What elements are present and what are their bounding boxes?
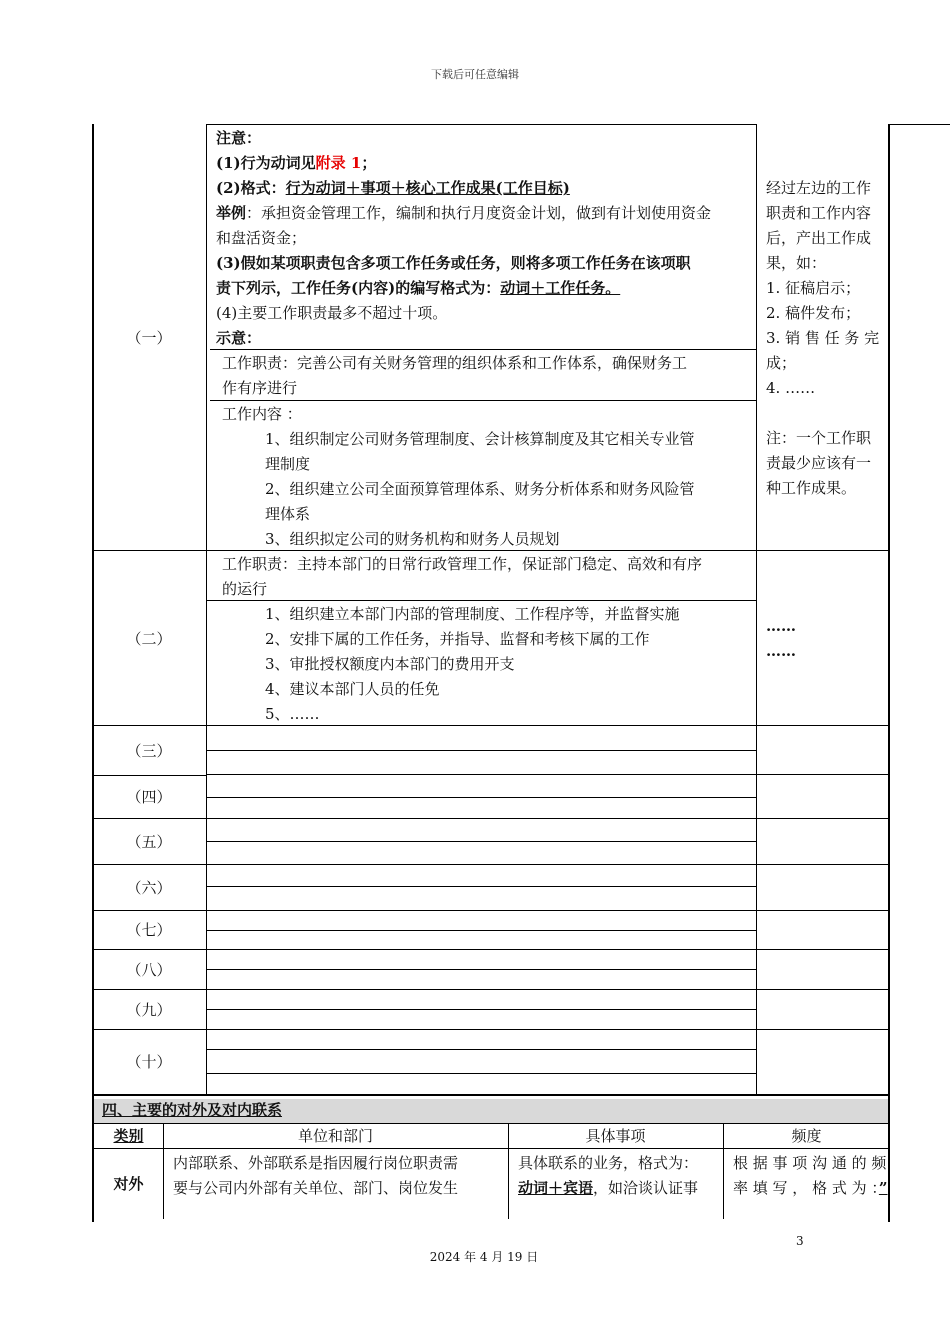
result-line: 后，产出工作成 bbox=[766, 229, 872, 247]
matter-format: 动词＋宾语 bbox=[518, 1179, 594, 1197]
row2-result: …… bbox=[766, 642, 796, 660]
col-freq-header: 频度 bbox=[791, 1127, 822, 1145]
result-line: 注：一个工作职 bbox=[766, 429, 872, 447]
row2-inner-line bbox=[206, 600, 756, 601]
matter-desc-line-1: 具体联系的业务，格式为： bbox=[518, 1154, 699, 1172]
illustration-label: 示意： bbox=[216, 329, 262, 347]
row2-duty-line-2: 的运行 bbox=[222, 580, 268, 598]
row2-task: 4、建议本部门人员的任免 bbox=[265, 680, 440, 698]
footer-date: 2024 年 4 月 19 日 bbox=[429, 1250, 539, 1264]
grid-line bbox=[206, 841, 756, 842]
result-line: 经过左边的工作 bbox=[766, 179, 872, 197]
page-header: 下载后可任意编辑 bbox=[431, 68, 519, 81]
freq-desc-line-1: 根 据 事 项 沟 通 的 频 bbox=[733, 1154, 887, 1172]
content-item: 3、组织拟定公司的财务机构和财务人员规划 bbox=[265, 530, 560, 548]
row2-task: 5、…… bbox=[265, 705, 320, 723]
note-item-3-text: 责下列示，工作任务(内容)的编写格式为： bbox=[216, 279, 501, 297]
grid-line bbox=[206, 930, 756, 931]
section-divider bbox=[94, 1094, 888, 1096]
grid-line bbox=[94, 775, 206, 776]
content-item: 2、组织建立公司全面预算管理体系、财务分析体系和财务风险管 bbox=[265, 480, 695, 498]
grid-line bbox=[94, 864, 888, 865]
freq-desc-text: 率 填 写 ， 格 式 为 ： bbox=[733, 1179, 879, 1197]
grid-line bbox=[206, 1049, 756, 1050]
result-line: 果，如： bbox=[766, 254, 827, 272]
note-item-2-text: (2)格式： bbox=[216, 179, 286, 197]
result-line: 责最少应该有一 bbox=[766, 454, 872, 472]
result-line: 成； bbox=[766, 354, 797, 372]
note-item-1-text: (1)行为动词见 bbox=[216, 154, 316, 172]
row2-task: 3、审批授权额度内本部门的费用开支 bbox=[265, 655, 515, 673]
appendix-link[interactable]: 附录 1 bbox=[315, 154, 362, 172]
result-line: 种工作成果。 bbox=[766, 479, 857, 497]
right-edge-line bbox=[890, 124, 950, 125]
grid-line bbox=[94, 949, 888, 950]
freq-quote-mark: ” bbox=[878, 1179, 888, 1197]
task-format-spec: 动词＋工作任务。 bbox=[500, 279, 621, 297]
matter-desc-line-2 bbox=[518, 1176, 698, 1201]
duty-line-2: 作有序进行 bbox=[222, 379, 298, 397]
grid-line bbox=[94, 818, 888, 819]
duty-line-1: 工作职责：完善公司有关财务管理的组织体系和工作体系，确保财务工 bbox=[222, 354, 688, 372]
note-title: 注意： bbox=[216, 129, 262, 147]
row-divider bbox=[94, 725, 888, 726]
page-number: 3 bbox=[796, 1234, 804, 1248]
example-text: ：承担资金管理工作，编制和执行月度资金计划，做到有计划使用资金 bbox=[246, 204, 712, 222]
result-line: 4. …… bbox=[766, 379, 816, 397]
note-item-3-line-2 bbox=[216, 276, 620, 301]
result-line: 3. 销 售 任 务 完 bbox=[766, 329, 880, 347]
row1-inner-line bbox=[210, 349, 756, 350]
row2-task: 1、组织建立本部门内部的管理制度、工作程序等，并监督实施 bbox=[265, 605, 680, 623]
result-line: 2. 稿件发布； bbox=[766, 304, 861, 322]
content-item: 理体系 bbox=[265, 505, 311, 523]
row2-duty-line-1: 工作职责：主持本部门的日常行政管理工作，保证部门稳定、高效和有序 bbox=[222, 555, 703, 573]
row-label-6: （六） bbox=[126, 879, 172, 897]
row2-task: 2、安排下属的工作任务，并指导、监督和考核下属的工作 bbox=[265, 630, 650, 648]
row-label-5: （五） bbox=[126, 833, 172, 851]
grid-line bbox=[94, 910, 888, 911]
row-label-7: （七） bbox=[126, 921, 172, 939]
grid-line bbox=[206, 969, 756, 970]
col-unit-header: 单位和部门 bbox=[297, 1127, 373, 1145]
result-line: 职责和工作内容 bbox=[766, 204, 872, 222]
grid-line bbox=[206, 797, 756, 798]
grid-line bbox=[94, 1029, 888, 1030]
unit-desc-line-2: 要与公司内外部有关单位、部门、岗位发生 bbox=[173, 1179, 459, 1197]
row-label-external: 对外 bbox=[113, 1175, 144, 1193]
row-label-3: （三） bbox=[126, 742, 172, 760]
row-label-8: （八） bbox=[126, 961, 172, 979]
content-item: 理制度 bbox=[265, 455, 311, 473]
row1-top-border bbox=[206, 124, 757, 125]
grid-line bbox=[206, 774, 888, 775]
example-line-2: 和盘活资金； bbox=[216, 229, 307, 247]
note-item-4: (4)主要工作职责最多不超过十项。 bbox=[216, 304, 448, 322]
content-title: 工作内容 ： bbox=[222, 405, 302, 423]
grid-line bbox=[206, 886, 756, 887]
row-label-10: （十） bbox=[126, 1053, 172, 1071]
example-line-1 bbox=[216, 201, 711, 226]
note-item-3-line-1: (3)假如某项职责包含多项工作任务或任务，则将多项工作任务在该项职 bbox=[216, 254, 691, 272]
freq-desc-line-2 bbox=[733, 1176, 888, 1201]
grid-line bbox=[94, 989, 888, 990]
section-4-title: 四、主要的对外及对内联系 bbox=[102, 1101, 283, 1119]
row-label-9: （九） bbox=[126, 1001, 172, 1019]
row2-result: …… bbox=[766, 617, 796, 635]
matter-desc-rest: ，如洽谈认证事 bbox=[593, 1179, 699, 1197]
note-item-1 bbox=[216, 151, 376, 176]
format-spec: 行为动词＋事项＋核心工作成果(工作目标) bbox=[285, 179, 570, 197]
example-label: 举例 bbox=[216, 204, 247, 222]
grid-line bbox=[206, 1009, 756, 1010]
row-label-2: （二） bbox=[126, 630, 172, 648]
unit-desc-line-1: 内部联系、外部联系是指因履行岗位职责需 bbox=[173, 1154, 459, 1172]
col-category-header: 类别 bbox=[113, 1127, 144, 1145]
grid-line bbox=[206, 750, 756, 751]
grid-line bbox=[206, 1073, 756, 1074]
note-item-2 bbox=[216, 176, 570, 201]
note-item-1-suffix: ； bbox=[361, 154, 377, 172]
content-item: 1、组织制定公司财务管理制度、会计核算制度及其它相关专业管 bbox=[265, 430, 695, 448]
row-label-4: （四） bbox=[126, 788, 172, 806]
row-label-1: （一） bbox=[126, 329, 172, 347]
col-matter-header: 具体事项 bbox=[585, 1127, 646, 1145]
result-line: 1. 征稿启示； bbox=[766, 279, 861, 297]
